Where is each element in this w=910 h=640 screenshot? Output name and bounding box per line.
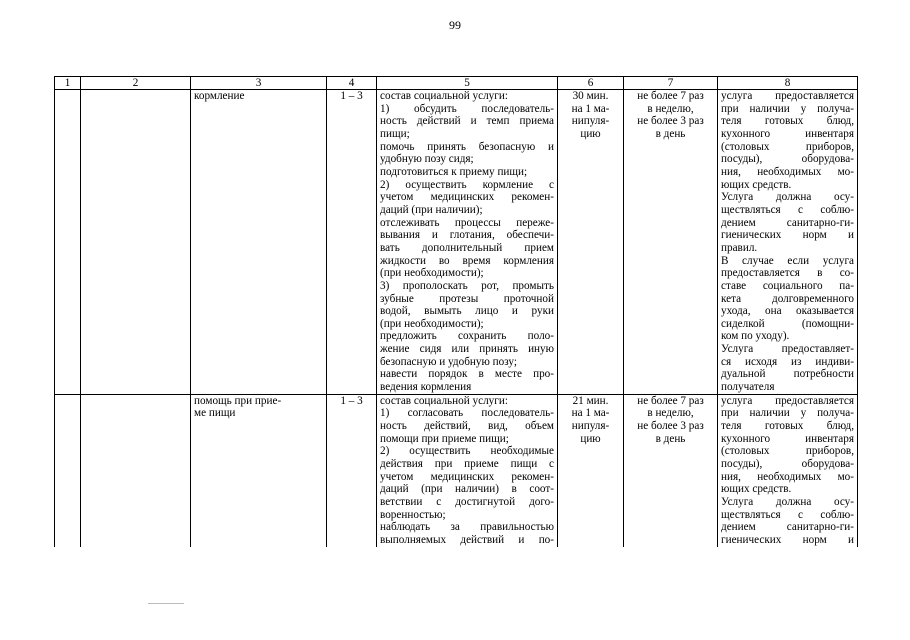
text-line: теля готовых блюд,	[721, 420, 854, 433]
cell-col2	[81, 394, 191, 546]
text-line: дением санитарно-ги-	[721, 521, 854, 534]
table-viewport	[54, 76, 860, 577]
text-line: воренностью;	[380, 508, 446, 521]
header-cell: 1	[55, 77, 81, 90]
text-line: водой, вымыть лицо и руки	[380, 305, 554, 318]
text-line: безопасную и удобную позу;	[380, 355, 517, 368]
header-row	[55, 77, 858, 90]
header-cell: 5	[377, 77, 558, 90]
text-line: ухода, она оказывается	[721, 305, 854, 318]
text-line: не более 3 раз	[637, 115, 704, 128]
text-line: гиенических норм и	[721, 229, 854, 242]
text-line: 1) согласовать последователь-	[380, 407, 554, 420]
text-line: ность действий и темп приема	[380, 115, 554, 128]
text-line: посуды), оборудова-	[721, 458, 854, 471]
text-line: ществляться с соблю-	[721, 508, 854, 521]
text-line: состав социальной услуги:	[380, 394, 508, 407]
cell-level	[327, 90, 377, 395]
text-line: вать дополнительный прием	[380, 241, 554, 254]
cell-conditions	[718, 90, 858, 395]
text-line: цию	[580, 127, 601, 140]
header-cell: 8	[718, 77, 858, 90]
cell-duration	[558, 394, 624, 546]
cell-duration	[558, 90, 624, 395]
text-line: состав социальной услуги:	[380, 90, 508, 102]
cell-conditions	[718, 394, 858, 546]
text-line: на 1 ма-	[571, 102, 610, 115]
text-line: 30 мин.	[572, 90, 609, 102]
text-line: сиделкой (помощни-	[721, 317, 854, 330]
text-line: Услуга должна осу-	[721, 496, 854, 508]
text-line: помощи при приеме пищи;	[380, 432, 509, 445]
header-cell: 6	[558, 77, 624, 90]
text-line: предоставляется в со-	[721, 267, 854, 280]
text-line: получателя	[721, 381, 775, 394]
text-line: предложить сохранить поло-	[380, 330, 554, 343]
text-line: ность действий, вид, объем	[380, 420, 554, 433]
text-line: в день	[655, 432, 686, 445]
text-line: ветствии с достигнутой дого-	[380, 496, 554, 508]
text-line: (столовых приборов,	[721, 140, 854, 153]
text-line: 1) обсудить последователь-	[380, 102, 554, 115]
text-line: 1 – 3	[340, 394, 363, 407]
text-line: (при необходимости);	[380, 317, 484, 330]
cell-description	[377, 394, 558, 546]
text-line: вывания и глотания, обеспечи-	[380, 229, 554, 242]
text-line: 3) прополоскать рот, промыть	[380, 279, 554, 292]
text-line: Услуга предоставляет-	[721, 343, 854, 356]
cell-description	[377, 90, 558, 395]
text-line: жидкости во время кормления	[380, 254, 554, 267]
header-cell: 7	[624, 77, 718, 90]
header-cell: 2	[81, 77, 191, 90]
text-line: наблюдать за правильностью	[380, 521, 554, 534]
text-line: дением санитарно-ги-	[721, 216, 854, 229]
text-line: цию	[580, 432, 601, 445]
text-line: ющих средств.	[721, 178, 792, 191]
text-line: не более 7 раз	[637, 90, 704, 102]
text-line: ся исходя из индиви-	[721, 355, 854, 368]
text-line: выполняемых действий и по-	[380, 533, 554, 546]
text-line: при наличии у получа-	[721, 102, 854, 115]
text-line: ющих средств.	[721, 483, 792, 496]
text-line: 2) осуществить необходимые	[380, 445, 554, 458]
text-line: не более 7 раз	[637, 394, 704, 407]
text-line: кормление	[194, 90, 245, 102]
text-line: действия при приеме пищи с	[380, 458, 554, 471]
header-cell: 3	[191, 77, 327, 90]
scan-mark	[148, 603, 184, 604]
text-line: посуды), оборудова-	[721, 153, 854, 166]
cell-service-name	[191, 394, 327, 546]
text-line: В случае если услуга	[721, 254, 854, 267]
cell-frequency	[624, 90, 718, 395]
text-line: ществляться с соблю-	[721, 203, 854, 216]
text-line: удобную позу сидя;	[380, 153, 474, 166]
text-line: Услуга должна осу-	[721, 191, 854, 204]
text-line: дуальной потребности	[721, 368, 854, 381]
text-line: 21 мин.	[572, 394, 609, 407]
text-line: жение сидя или принять иную	[380, 343, 554, 356]
text-line: 2) осуществить кормление с	[380, 178, 554, 191]
text-line: помочь принять безопасную и	[380, 140, 554, 153]
table-row	[55, 90, 858, 395]
cell-service-name	[191, 90, 327, 395]
cell-level	[327, 394, 377, 546]
text-line: ме пищи	[194, 407, 236, 420]
text-line: зубные протезы проточной	[380, 292, 554, 305]
services-table	[54, 76, 858, 547]
text-line: услуга предоставляется	[721, 90, 854, 102]
text-line: кета долговременного	[721, 292, 854, 305]
text-line: ставе социального па-	[721, 279, 854, 292]
text-line: отслеживать процессы переже-	[380, 216, 554, 229]
text-line: даций (при наличии) в соот-	[380, 483, 554, 496]
table-row	[55, 394, 858, 546]
cell-col1	[55, 90, 81, 395]
text-line: правил.	[721, 241, 758, 254]
text-line: ния, необходимых мо-	[721, 470, 854, 483]
text-line: при наличии у получа-	[721, 407, 854, 420]
text-line: в неделю,	[647, 407, 694, 420]
text-line: кухонного инвентаря	[721, 432, 854, 445]
text-line: даций (при наличии);	[380, 203, 483, 216]
text-line: 1 – 3	[340, 90, 363, 102]
header-cell: 4	[327, 77, 377, 90]
text-line: (столовых приборов,	[721, 445, 854, 458]
text-line: в день	[655, 127, 686, 140]
text-line: в неделю,	[647, 102, 694, 115]
text-line: нипуля-	[571, 115, 610, 128]
text-line: помощь при прие-	[194, 394, 282, 407]
text-line: гиенических норм и	[721, 533, 854, 546]
text-line: теля готовых блюд,	[721, 115, 854, 128]
text-line: кухонного инвентаря	[721, 127, 854, 140]
text-line: пищи;	[380, 127, 410, 140]
text-line: учетом медицинских рекомен-	[380, 470, 554, 483]
cell-col1	[55, 394, 81, 546]
text-line: ведения кормления	[380, 381, 472, 394]
cell-col2	[81, 90, 191, 395]
page-number: 99	[449, 18, 461, 32]
text-line: нипуля-	[571, 420, 610, 433]
text-line: на 1 ма-	[571, 407, 610, 420]
cell-frequency	[624, 394, 718, 546]
text-line: ния, необходимых мо-	[721, 165, 854, 178]
text-line: (при необходимости);	[380, 267, 484, 280]
text-line: подготовиться к приему пищи;	[380, 165, 528, 178]
text-line: услуга предоставляется	[721, 394, 854, 407]
text-line: навести порядок в месте про-	[380, 368, 554, 381]
text-line: ком по уходу).	[721, 330, 790, 343]
text-line: учетом медицинских рекомен-	[380, 191, 554, 204]
text-line: не более 3 раз	[637, 420, 704, 433]
